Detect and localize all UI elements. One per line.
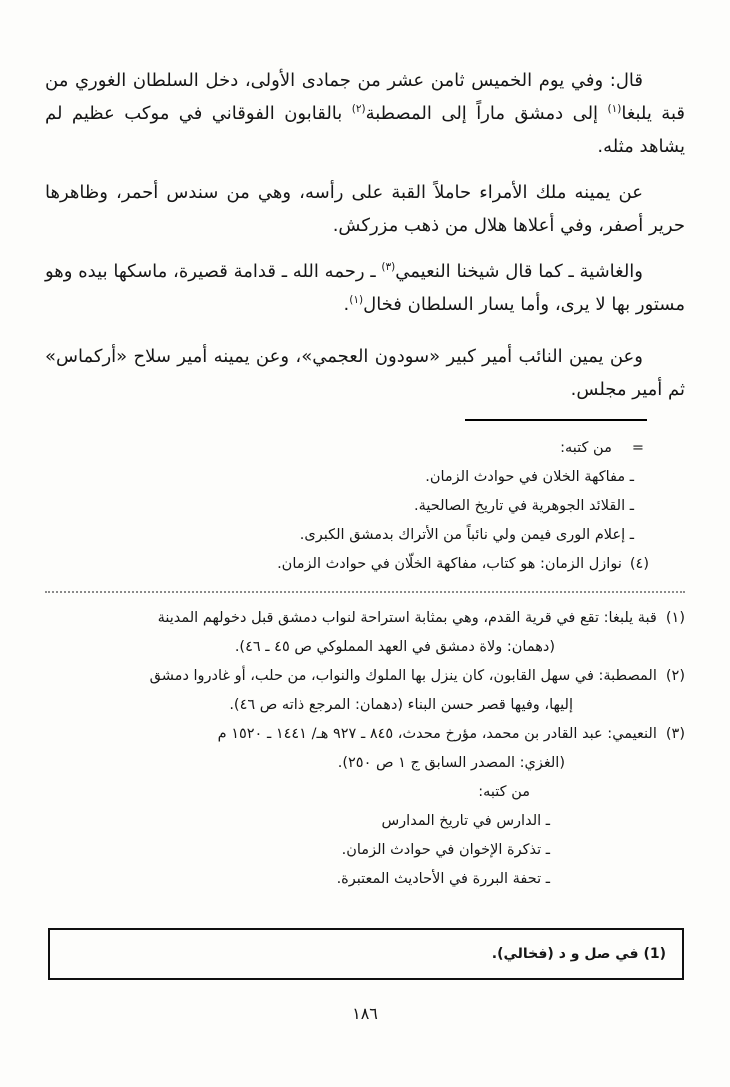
paragraph-4 (45, 340, 685, 406)
book-list-item: ـ إعلام الورى فيمن ولي نائباً من الأتراك بدمشق الكبرى. (299, 527, 634, 543)
footnote-3 (45, 720, 685, 894)
paragraph-1-text: إلى دمشق ماراً إلى المصطبة (365, 103, 608, 124)
book-list-item: ـ القلائد الجوهرية في تاريخ الصالحية. (414, 498, 634, 514)
paragraph-1 (45, 64, 685, 163)
footnote-2-number: (٢) (665, 668, 685, 684)
continuation-intro: من كتبه: (560, 440, 612, 456)
footnote-3-head (45, 720, 685, 749)
footnote-separator-line (465, 419, 647, 421)
paragraph-1-text: بالقابون الفوقاني في موكب عظيم لم يشاهد مثله. (45, 103, 685, 157)
page-number: ١٨٦ (352, 1004, 378, 1023)
footnote-ref-3: (٣) (381, 261, 396, 273)
paragraph-1-text: قال: وفي يوم الخميس ثامن عشر من جمادى الأولى، دخل السلطان الغوري من قبة يلبغا (45, 70, 685, 124)
variant-note-box (48, 928, 684, 980)
footnote-1-continuation: (دهمان: ولاة دمشق في العهد المملوكي ص ٤٥ ـ ٤٦). (234, 639, 555, 655)
footnote-ref-1: (١) (607, 103, 622, 115)
paragraph-4-text: وعن يمين النائب أمير كبير «سودون العجمي»، وعن يمينه أمير سلاح «أركماس» ثم أمير مجلس. (45, 346, 685, 400)
footnote-1-number: (١) (665, 610, 685, 626)
footnotes-section (45, 604, 685, 894)
book-list-item: ـ الدارس في تاريخ المدارس (381, 813, 550, 829)
footnote-2-text: المصطبة: في سهل القابون، كان ينزل بها الملوك والنواب، من حلب، أو غادروا دمشق (149, 668, 657, 684)
book-list-item: ـ تذكرة الإخوان في حوادث الزمان. (341, 842, 550, 858)
paragraph-2-text: عن يمينه ملك الأمراء حاملاً القبة على رأسه، وهي من سندس أحمر، وظاهرها حرير أصفر، وفي أعلاها هلال من ذهب مزركش. (45, 182, 685, 236)
footnote-4-number: (٤) (629, 556, 649, 572)
book-list-item: ـ مفاكهة الخلان في حوادث الزمان. (425, 469, 634, 485)
footnote-1 (45, 604, 685, 662)
paragraph-3-text: والغاشية ـ كما قال شيخنا النعيمي (395, 261, 643, 282)
continuation-note-block (45, 434, 685, 579)
footnote-2 (45, 662, 685, 720)
footnote-4-text: نوازل الزمان: هو كتاب، مفاكهة الخلّان في حوادث الزمان. (277, 556, 622, 572)
footnote-3-continuation: (الغزي: المصدر السابق ج ١ ص ٢٥٠). (337, 755, 565, 771)
footnote-1-head (45, 604, 685, 633)
book-list-item: ـ تحفة البررة في الأحاديث المعتبرة. (336, 871, 550, 887)
dotted-divider (45, 591, 685, 593)
footnote-3-number: (٣) (665, 726, 685, 742)
footnote-2-head (45, 662, 685, 691)
continuation-marker: = (631, 440, 644, 456)
variant-note-text: (1) في صل و د (فخالي). (491, 946, 666, 962)
footnote-3-intro: من كتبه: (478, 784, 530, 800)
footnote-ref-2: (٢) (351, 103, 366, 115)
paragraph-2 (45, 176, 685, 242)
footnote-2-continuation: إليها، وفيها قصر حسن البناء (دهمان: المرجع ذاته ص ٤٦). (229, 697, 573, 713)
paragraph-3-text: . (343, 294, 350, 315)
footnote-4 (45, 550, 649, 579)
footnote-3-text: النعيمي: عبد القادر بن محمد، مؤرخ محدث، ٨٤٥ ـ ٩٢٧ هـ/ ١٤٤١ ـ ١٥٢٠ م (217, 726, 657, 742)
footnote-1-text: قبة يلبغا: تقع في قرية القدم، وهي بمثابة استراحة لنواب دمشق قبل دخولهم المدينة (157, 610, 657, 626)
paragraph-3-text: ـ رحمه الله ـ قدامة قصيرة، ماسكها بيده وهو مستور بها لا يرى، وأما يسار السلطان فخال (45, 261, 685, 315)
continuation-note-head (45, 434, 649, 463)
paragraph-3 (45, 255, 685, 321)
footnote-ref-1b: (١) (349, 294, 364, 306)
